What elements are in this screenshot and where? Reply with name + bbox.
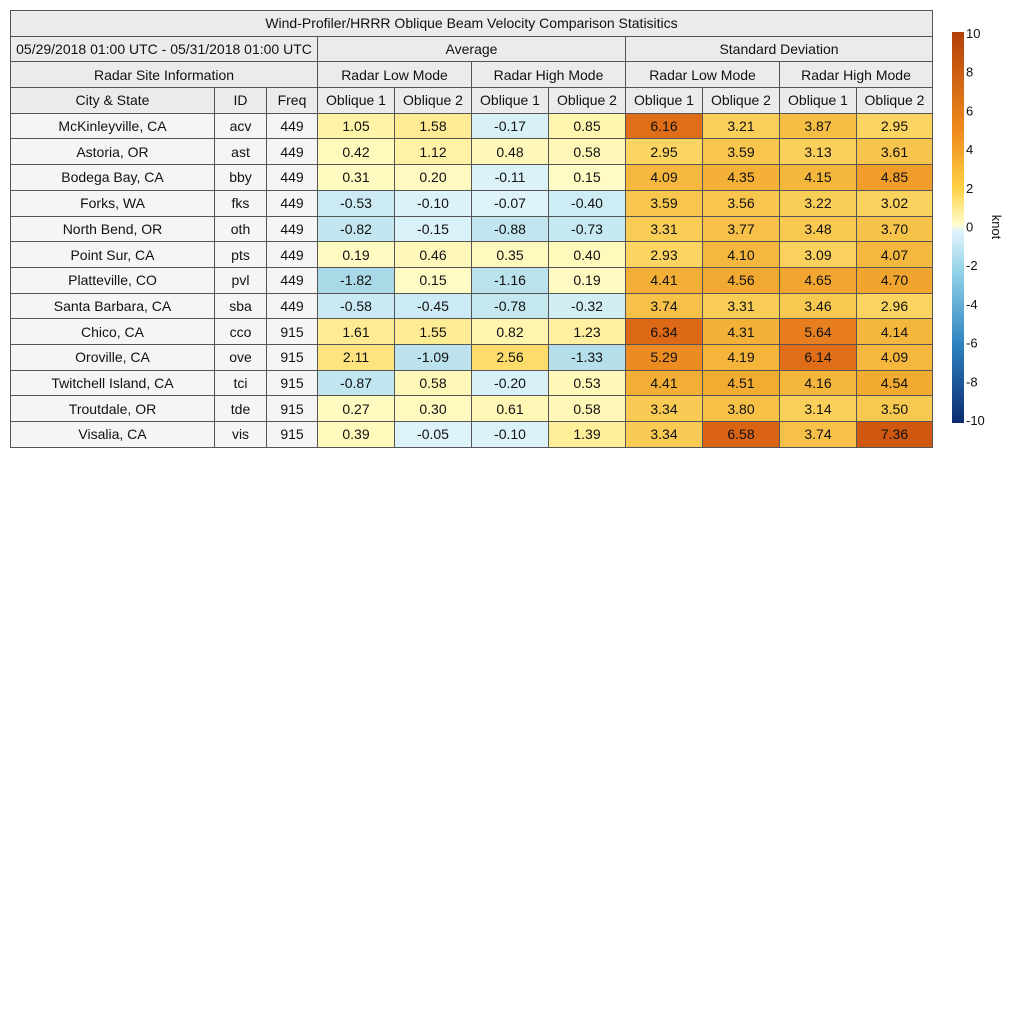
city-state-cell: Chico, CA bbox=[11, 319, 215, 345]
column-header-avg-high-oblique-1: Oblique 1 bbox=[472, 88, 549, 114]
sd-low-oblique-1-cell: 4.09 bbox=[626, 165, 703, 191]
avg-high-oblique-1-cell: -0.88 bbox=[472, 216, 549, 242]
frequency-cell: 449 bbox=[267, 216, 318, 242]
avg-high-oblique-2-cell: 1.23 bbox=[549, 319, 626, 345]
avg-low-oblique-1-cell: 0.19 bbox=[318, 242, 395, 268]
frequency-cell: 449 bbox=[267, 165, 318, 191]
sd-high-oblique-1-cell: 3.87 bbox=[780, 113, 857, 139]
avg-low-oblique-2-cell: 0.20 bbox=[395, 165, 472, 191]
colorbar-tick-label: -6 bbox=[966, 335, 978, 351]
table-row bbox=[11, 267, 933, 293]
table-row bbox=[11, 165, 933, 191]
sd-low-oblique-1-cell: 6.34 bbox=[626, 319, 703, 345]
site-id-cell: sba bbox=[215, 293, 267, 319]
avg-high-oblique-1-cell: -0.20 bbox=[472, 370, 549, 396]
column-header-avg-high-oblique-2: Oblique 2 bbox=[549, 88, 626, 114]
site-id-cell: bby bbox=[215, 165, 267, 191]
avg-high-oblique-1-cell: -0.78 bbox=[472, 293, 549, 319]
avg-high-oblique-2-cell: 0.40 bbox=[549, 242, 626, 268]
frequency-cell: 915 bbox=[267, 422, 318, 448]
avg-low-oblique-1-cell: 1.05 bbox=[318, 113, 395, 139]
avg-low-oblique-1-cell: -0.53 bbox=[318, 190, 395, 216]
colorbar-tick-label: 2 bbox=[966, 180, 974, 196]
avg-low-oblique-1-cell: -1.82 bbox=[318, 267, 395, 293]
sd-low-oblique-2-cell: 4.35 bbox=[703, 165, 780, 191]
table-row bbox=[11, 422, 933, 448]
frequency-cell: 915 bbox=[267, 370, 318, 396]
colorbar-tick-label: 6 bbox=[966, 103, 974, 119]
avg-low-oblique-2-cell: -0.10 bbox=[395, 190, 472, 216]
city-state-cell: Bodega Bay, CA bbox=[11, 165, 215, 191]
sd-high-oblique-1-cell: 4.15 bbox=[780, 165, 857, 191]
avg-low-mode-header: Radar Low Mode bbox=[318, 62, 472, 88]
site-id-cell: vis bbox=[215, 422, 267, 448]
avg-low-oblique-1-cell: -0.87 bbox=[318, 370, 395, 396]
avg-high-oblique-2-cell: 0.19 bbox=[549, 267, 626, 293]
radar-site-info-header: Radar Site Information bbox=[11, 62, 318, 88]
avg-low-oblique-1-cell: 2.11 bbox=[318, 344, 395, 370]
sd-high-oblique-1-cell: 3.46 bbox=[780, 293, 857, 319]
avg-high-oblique-1-cell: 0.82 bbox=[472, 319, 549, 345]
city-state-cell: McKinleyville, CA bbox=[11, 113, 215, 139]
sd-low-oblique-2-cell: 4.51 bbox=[703, 370, 780, 396]
sd-high-oblique-2-cell: 4.14 bbox=[857, 319, 933, 345]
sd-high-oblique-2-cell: 2.96 bbox=[857, 293, 933, 319]
frequency-cell: 449 bbox=[267, 242, 318, 268]
column-header-sd-low-oblique-1: Oblique 1 bbox=[626, 88, 703, 114]
sd-high-oblique-1-cell: 4.65 bbox=[780, 267, 857, 293]
statistics-table bbox=[10, 10, 933, 448]
avg-low-oblique-2-cell: -1.09 bbox=[395, 344, 472, 370]
sd-high-oblique-2-cell: 4.07 bbox=[857, 242, 933, 268]
frequency-cell: 449 bbox=[267, 190, 318, 216]
avg-high-oblique-2-cell: 0.58 bbox=[549, 396, 626, 422]
sd-high-oblique-1-cell: 6.14 bbox=[780, 344, 857, 370]
sd-high-oblique-2-cell: 4.09 bbox=[857, 344, 933, 370]
avg-low-oblique-1-cell: 0.31 bbox=[318, 165, 395, 191]
sd-low-oblique-2-cell: 4.31 bbox=[703, 319, 780, 345]
sd-low-oblique-1-cell: 3.59 bbox=[626, 190, 703, 216]
sd-low-oblique-2-cell: 4.10 bbox=[703, 242, 780, 268]
sd-high-oblique-1-cell: 3.48 bbox=[780, 216, 857, 242]
average-group-header: Average bbox=[318, 36, 626, 62]
table-title: Wind-Profiler/HRRR Oblique Beam Velocity Comparison Statisitics bbox=[11, 11, 933, 37]
avg-low-oblique-1-cell: 0.39 bbox=[318, 422, 395, 448]
column-header-sd-high-oblique-2: Oblique 2 bbox=[857, 88, 933, 114]
avg-low-oblique-2-cell: 1.55 bbox=[395, 319, 472, 345]
avg-low-oblique-1-cell: 0.42 bbox=[318, 139, 395, 165]
city-state-cell: Astoria, OR bbox=[11, 139, 215, 165]
avg-high-oblique-2-cell: 0.53 bbox=[549, 370, 626, 396]
table-row bbox=[11, 216, 933, 242]
sd-high-oblique-2-cell: 4.54 bbox=[857, 370, 933, 396]
avg-high-oblique-2-cell: 1.39 bbox=[549, 422, 626, 448]
site-id-cell: oth bbox=[215, 216, 267, 242]
colorbar-unit-label: knot bbox=[989, 214, 1004, 240]
avg-low-oblique-1-cell: -0.58 bbox=[318, 293, 395, 319]
avg-high-oblique-2-cell: 0.15 bbox=[549, 165, 626, 191]
table-row bbox=[11, 190, 933, 216]
avg-high-oblique-1-cell: -0.07 bbox=[472, 190, 549, 216]
avg-low-oblique-1-cell: -0.82 bbox=[318, 216, 395, 242]
site-id-cell: pvl bbox=[215, 267, 267, 293]
sd-high-oblique-2-cell: 4.85 bbox=[857, 165, 933, 191]
sd-low-oblique-1-cell: 4.41 bbox=[626, 370, 703, 396]
colorbar-gradient bbox=[952, 32, 964, 423]
avg-low-oblique-1-cell: 1.61 bbox=[318, 319, 395, 345]
sd-high-oblique-2-cell: 3.70 bbox=[857, 216, 933, 242]
sd-low-oblique-1-cell: 6.16 bbox=[626, 113, 703, 139]
site-id-cell: tci bbox=[215, 370, 267, 396]
column-header-avg-low-oblique-2: Oblique 2 bbox=[395, 88, 472, 114]
sd-low-oblique-1-cell: 3.34 bbox=[626, 396, 703, 422]
sd-high-oblique-1-cell: 3.74 bbox=[780, 422, 857, 448]
colorbar bbox=[950, 26, 1010, 430]
sd-low-oblique-2-cell: 3.31 bbox=[703, 293, 780, 319]
sd-high-mode-header: Radar High Mode bbox=[780, 62, 933, 88]
avg-high-oblique-2-cell: -1.33 bbox=[549, 344, 626, 370]
city-state-cell: Santa Barbara, CA bbox=[11, 293, 215, 319]
std-dev-group-header: Standard Deviation bbox=[626, 36, 933, 62]
avg-high-oblique-2-cell: -0.32 bbox=[549, 293, 626, 319]
frequency-cell: 449 bbox=[267, 139, 318, 165]
sd-low-mode-header: Radar Low Mode bbox=[626, 62, 780, 88]
avg-high-mode-header: Radar High Mode bbox=[472, 62, 626, 88]
sd-low-oblique-2-cell: 4.19 bbox=[703, 344, 780, 370]
table-row bbox=[11, 370, 933, 396]
column-header-sd-high-oblique-1: Oblique 1 bbox=[780, 88, 857, 114]
sd-high-oblique-1-cell: 3.13 bbox=[780, 139, 857, 165]
avg-high-oblique-1-cell: -0.10 bbox=[472, 422, 549, 448]
sd-low-oblique-2-cell: 3.77 bbox=[703, 216, 780, 242]
sd-high-oblique-2-cell: 3.02 bbox=[857, 190, 933, 216]
city-state-cell: Forks, WA bbox=[11, 190, 215, 216]
frequency-cell: 449 bbox=[267, 113, 318, 139]
sd-high-oblique-1-cell: 4.16 bbox=[780, 370, 857, 396]
avg-low-oblique-2-cell: 0.15 bbox=[395, 267, 472, 293]
colorbar-tick-label: -2 bbox=[966, 258, 978, 274]
table-row bbox=[11, 113, 933, 139]
sd-high-oblique-1-cell: 3.09 bbox=[780, 242, 857, 268]
avg-low-oblique-2-cell: 1.12 bbox=[395, 139, 472, 165]
sd-low-oblique-2-cell: 3.56 bbox=[703, 190, 780, 216]
column-header-city: City & State bbox=[11, 88, 215, 114]
avg-high-oblique-2-cell: 0.85 bbox=[549, 113, 626, 139]
city-state-cell: Twitchell Island, CA bbox=[11, 370, 215, 396]
city-state-cell: Platteville, CO bbox=[11, 267, 215, 293]
sd-low-oblique-1-cell: 3.34 bbox=[626, 422, 703, 448]
colorbar-tick-label: 4 bbox=[966, 142, 974, 158]
sd-low-oblique-1-cell: 3.31 bbox=[626, 216, 703, 242]
site-id-cell: cco bbox=[215, 319, 267, 345]
sd-high-oblique-2-cell: 4.70 bbox=[857, 267, 933, 293]
avg-low-oblique-2-cell: 1.58 bbox=[395, 113, 472, 139]
avg-low-oblique-2-cell: 0.58 bbox=[395, 370, 472, 396]
colorbar-tick-label: -10 bbox=[966, 413, 985, 428]
site-id-cell: tde bbox=[215, 396, 267, 422]
colorbar-tick-label: 0 bbox=[966, 219, 974, 235]
frequency-cell: 915 bbox=[267, 344, 318, 370]
avg-high-oblique-1-cell: 0.48 bbox=[472, 139, 549, 165]
colorbar-ticks bbox=[966, 26, 985, 428]
avg-low-oblique-2-cell: 0.46 bbox=[395, 242, 472, 268]
sd-low-oblique-1-cell: 2.95 bbox=[626, 139, 703, 165]
frequency-cell: 449 bbox=[267, 293, 318, 319]
table-row bbox=[11, 396, 933, 422]
sd-low-oblique-1-cell: 2.93 bbox=[626, 242, 703, 268]
sd-high-oblique-2-cell: 3.50 bbox=[857, 396, 933, 422]
avg-high-oblique-2-cell: -0.73 bbox=[549, 216, 626, 242]
city-state-cell: Oroville, CA bbox=[11, 344, 215, 370]
sd-low-oblique-2-cell: 4.56 bbox=[703, 267, 780, 293]
sd-high-oblique-1-cell: 3.14 bbox=[780, 396, 857, 422]
sd-high-oblique-2-cell: 3.61 bbox=[857, 139, 933, 165]
sd-high-oblique-2-cell: 7.36 bbox=[857, 422, 933, 448]
avg-high-oblique-1-cell: 0.35 bbox=[472, 242, 549, 268]
city-state-cell: Visalia, CA bbox=[11, 422, 215, 448]
site-id-cell: fks bbox=[215, 190, 267, 216]
sd-low-oblique-2-cell: 6.58 bbox=[703, 422, 780, 448]
avg-high-oblique-1-cell: -0.11 bbox=[472, 165, 549, 191]
avg-low-oblique-2-cell: -0.45 bbox=[395, 293, 472, 319]
avg-low-oblique-2-cell: 0.30 bbox=[395, 396, 472, 422]
column-header-avg-low-oblique-1: Oblique 1 bbox=[318, 88, 395, 114]
site-id-cell: ove bbox=[215, 344, 267, 370]
sd-high-oblique-1-cell: 3.22 bbox=[780, 190, 857, 216]
city-state-cell: North Bend, OR bbox=[11, 216, 215, 242]
frequency-cell: 449 bbox=[267, 267, 318, 293]
sd-low-oblique-1-cell: 3.74 bbox=[626, 293, 703, 319]
city-state-cell: Point Sur, CA bbox=[11, 242, 215, 268]
column-header-id: ID bbox=[215, 88, 267, 114]
sd-low-oblique-2-cell: 3.21 bbox=[703, 113, 780, 139]
frequency-cell: 915 bbox=[267, 319, 318, 345]
sd-low-oblique-1-cell: 4.41 bbox=[626, 267, 703, 293]
colorbar-tick-label: 8 bbox=[966, 64, 974, 80]
sd-low-oblique-2-cell: 3.80 bbox=[703, 396, 780, 422]
avg-low-oblique-2-cell: -0.05 bbox=[395, 422, 472, 448]
avg-low-oblique-2-cell: -0.15 bbox=[395, 216, 472, 242]
avg-high-oblique-2-cell: -0.40 bbox=[549, 190, 626, 216]
column-header-sd-low-oblique-2: Oblique 2 bbox=[703, 88, 780, 114]
sd-high-oblique-2-cell: 2.95 bbox=[857, 113, 933, 139]
avg-low-oblique-1-cell: 0.27 bbox=[318, 396, 395, 422]
city-state-cell: Troutdale, OR bbox=[11, 396, 215, 422]
colorbar-tick-label: 10 bbox=[966, 26, 981, 41]
table-row bbox=[11, 293, 933, 319]
date-range: 05/29/2018 01:00 UTC - 05/31/2018 01:00 UTC bbox=[11, 36, 318, 62]
avg-high-oblique-1-cell: -0.17 bbox=[472, 113, 549, 139]
site-id-cell: acv bbox=[215, 113, 267, 139]
avg-high-oblique-1-cell: 0.61 bbox=[472, 396, 549, 422]
site-id-cell: pts bbox=[215, 242, 267, 268]
avg-high-oblique-2-cell: 0.58 bbox=[549, 139, 626, 165]
avg-high-oblique-1-cell: 2.56 bbox=[472, 344, 549, 370]
site-id-cell: ast bbox=[215, 139, 267, 165]
table-row bbox=[11, 344, 933, 370]
colorbar-tick-label: -4 bbox=[966, 296, 978, 312]
sd-high-oblique-1-cell: 5.64 bbox=[780, 319, 857, 345]
table-row bbox=[11, 242, 933, 268]
table-row bbox=[11, 139, 933, 165]
sd-low-oblique-2-cell: 3.59 bbox=[703, 139, 780, 165]
sd-low-oblique-1-cell: 5.29 bbox=[626, 344, 703, 370]
frequency-cell: 915 bbox=[267, 396, 318, 422]
table-row bbox=[11, 319, 933, 345]
colorbar-tick-label: -8 bbox=[966, 374, 978, 390]
column-header-freq: Freq bbox=[267, 88, 318, 114]
avg-high-oblique-1-cell: -1.16 bbox=[472, 267, 549, 293]
